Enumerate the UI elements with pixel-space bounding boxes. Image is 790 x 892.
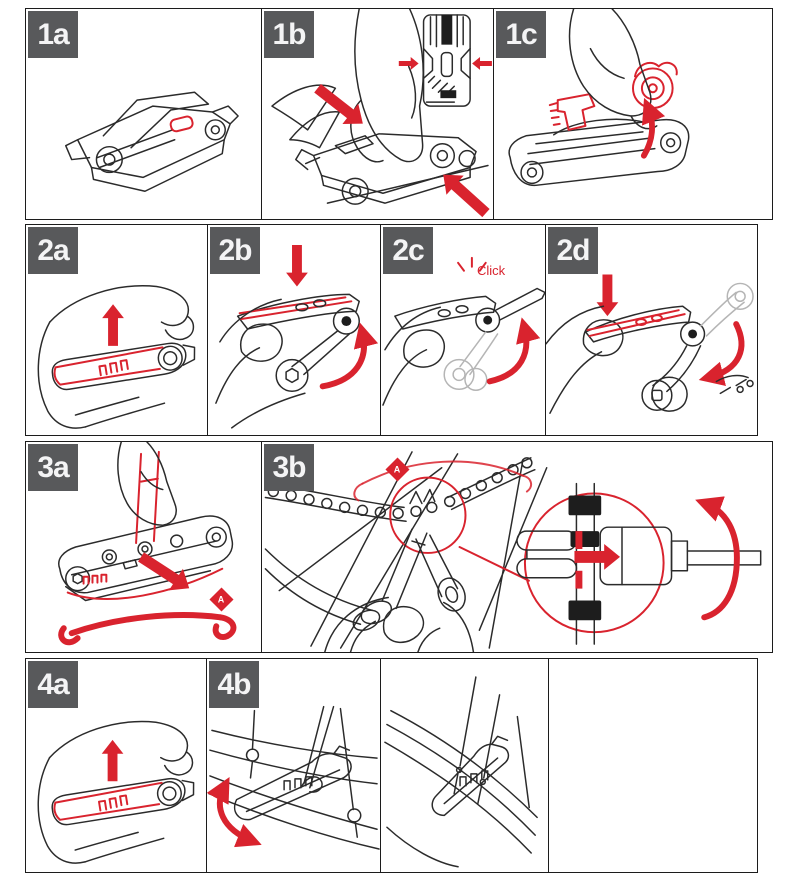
- chain-hook-part: [61, 615, 233, 642]
- panel-step-2d: [545, 224, 758, 436]
- lift-arrow-icon: [102, 304, 124, 346]
- step-label-1a: 1a: [28, 11, 78, 58]
- lever-hooked-on-spoke-illustration: [381, 659, 548, 872]
- panel-lever-hooked-on-spoke: [380, 658, 549, 873]
- strap-highlight: [68, 452, 223, 599]
- magnifier-ring: [390, 478, 465, 553]
- squeeze-arrow-right-icon: [472, 57, 492, 70]
- swing-arrow-icon: [490, 327, 527, 381]
- spokes: [454, 677, 529, 807]
- lever-highlight: [586, 306, 691, 342]
- fold-arrow-icon: [708, 324, 741, 377]
- hand: [383, 307, 444, 405]
- tool-arms: [642, 283, 753, 410]
- hand: [216, 299, 305, 428]
- detail-view: [517, 484, 761, 644]
- chain-tool-in-use-illustration: [262, 442, 772, 652]
- hand: [325, 598, 474, 652]
- step-label-2c: 2c: [383, 227, 433, 274]
- panel-step-4b: [206, 658, 381, 873]
- step-label-3a: 3a: [28, 444, 78, 491]
- tool-with-lever: [50, 775, 197, 827]
- part-a-marker: A: [385, 457, 409, 481]
- tire-lever: [432, 736, 508, 815]
- step-label-1b: 1b: [264, 11, 314, 58]
- lift-arrow-icon: [102, 740, 124, 781]
- lift-arrow-icon: [644, 107, 652, 156]
- panel-step-2a: [25, 224, 208, 436]
- panel-step-3a: [25, 441, 262, 653]
- tire-lever: [235, 746, 351, 819]
- step-label-2b: 2b: [210, 227, 260, 274]
- step-label-2d: 2d: [548, 227, 598, 274]
- panel-step-3b: [261, 441, 773, 653]
- press-arrow-icon: [310, 78, 371, 134]
- step-label-4b: 4b: [209, 661, 259, 708]
- tool-with-lever: [51, 340, 198, 392]
- release-button-highlight: [170, 116, 194, 133]
- press-down-arrow-icon: [286, 245, 308, 287]
- step-label-1c: 1c: [496, 11, 546, 58]
- multitool-closed: [66, 92, 238, 191]
- part-a-marker: A: [209, 587, 233, 611]
- panel-step-2b: [207, 224, 381, 436]
- rotate-arrow-icon: [704, 503, 737, 617]
- panel-step-2c: [380, 224, 546, 436]
- panel-empty: [548, 658, 758, 873]
- panel-step-4a: [25, 658, 207, 873]
- finger: [118, 442, 176, 525]
- step-label-3b: 3b: [264, 444, 314, 491]
- press-down-arrow-icon: [597, 275, 619, 317]
- step-label-4a: 4a: [28, 661, 78, 708]
- click-sound-label: Click: [477, 263, 506, 278]
- panel-step-1b: [261, 8, 494, 220]
- step-label-2a: 2a: [28, 227, 78, 274]
- top-view-inset: [424, 15, 471, 106]
- multitool-open: [509, 119, 689, 185]
- press-arrow-icon: [435, 165, 493, 219]
- panel-step-1c: [493, 8, 773, 220]
- panel-step-1a: [25, 8, 262, 220]
